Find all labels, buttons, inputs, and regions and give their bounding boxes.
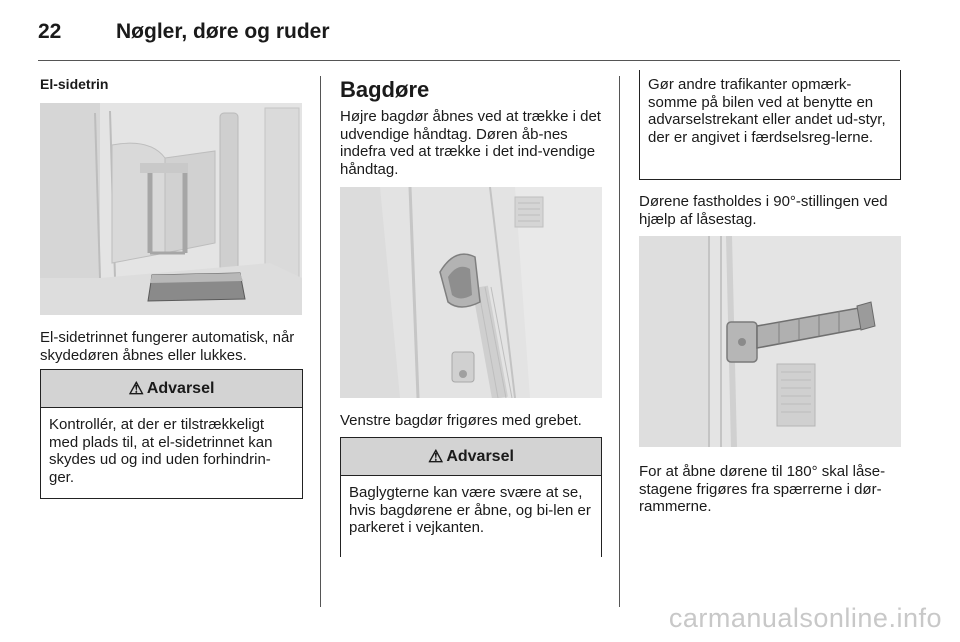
- column-divider-1: [320, 76, 321, 607]
- door-hold-paragraph: Dørene fastholdes i 90°-stillingen ved hjælp af låsestag.: [639, 193, 888, 228]
- door-check-strap-illustration: [639, 236, 901, 447]
- warning-continued-text: Gør andre trafikanter opmærk-somme på bilen ved at benytte en advarselstrekant eller andet ud-styr, der er angivet i færdselsreg-lerne.: [648, 76, 886, 146]
- page-number: 22: [38, 20, 62, 43]
- van-side-step-illustration: [40, 103, 302, 315]
- warning-title: Advarsel: [446, 447, 514, 465]
- warning-header: [41, 370, 302, 408]
- warning-triangle-icon: ⚠: [428, 446, 444, 466]
- page-title: Nøgler, døre og ruder: [116, 20, 330, 43]
- warning-box-side-step: [40, 369, 303, 499]
- section-heading-el-sidetrin: El-sidetrin: [40, 76, 109, 92]
- header-rule: [38, 60, 900, 61]
- warning-triangle-icon: ⚠: [128, 378, 144, 398]
- rear-door-handle-illustration: [340, 187, 602, 398]
- watermark: carmanualsonline.info: [668, 603, 942, 633]
- warning-header: [341, 438, 601, 476]
- warning-box-continued: [639, 70, 901, 180]
- van-side-step-icon: [40, 103, 302, 315]
- warning-text: Baglygterne kan være svære at se, hvis bagdørene er åbne, og bi-len er parkeret i vejkanten.: [349, 484, 591, 536]
- warning-title: Advarsel: [146, 379, 215, 397]
- warning-text: Kontrollér, at der er tilstrækkeligt med plads til, at el-sidetrinnet kan skydes ud og ind uden forhindrin-ger.: [49, 416, 273, 486]
- door-check-strap-icon: [639, 236, 901, 447]
- left-rear-door-paragraph: Venstre bagdør frigøres med grebet.: [340, 412, 582, 429]
- warning-box-rear-doors: [340, 437, 602, 557]
- section-heading-bagdore: Bagdøre: [340, 77, 430, 102]
- column-divider-2: [619, 76, 620, 607]
- rear-door-paragraph: Højre bagdør åbnes ved at trække i det udvendige håndtag. Døren åb-nes indefra ved at trække i det ind-vendige håndtag.: [340, 108, 601, 178]
- side-step-paragraph: El-sidetrinnet fungerer automatisk, når skydedøren åbnes eller lukkes.: [40, 329, 295, 364]
- rear-door-handle-icon: [340, 187, 602, 398]
- door-180-paragraph: For at åbne dørene til 180° skal låse-stagene frigøres fra spærrerne i dør-rammerne.: [639, 463, 886, 515]
